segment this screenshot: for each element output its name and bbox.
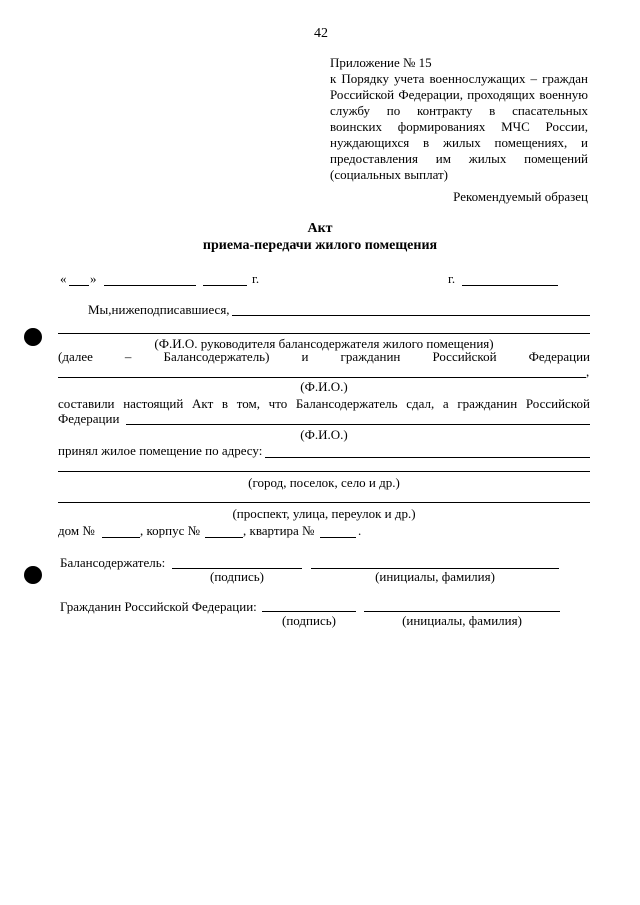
appendix-title: Приложение № 15	[330, 55, 432, 70]
further-word-5: гражданин	[340, 349, 401, 364]
compiled-word-1: составили	[58, 396, 115, 411]
further-word-4: и	[301, 349, 309, 364]
further-word-1: (далее	[58, 349, 93, 364]
compiled-line	[58, 397, 590, 410]
citizen-name-field-2[interactable]	[126, 424, 590, 425]
label-balance-holder-fio: (Ф.И.О. руководителя балансодержателя жилого помещения)	[154, 336, 494, 351]
compiled-word-5: том,	[236, 396, 260, 411]
label-fio-1: (Ф.И.О.)	[300, 379, 348, 394]
compiled-word-7: Балансодержатель	[295, 396, 398, 411]
year-field[interactable]	[203, 285, 247, 286]
street-field[interactable]	[58, 502, 590, 503]
citizen-name-sign-field[interactable]	[364, 611, 560, 612]
compiled-word-2: настоящий	[123, 396, 184, 411]
appendix-line-2: Российской Федерации, проходящих военную	[330, 87, 588, 102]
compiled-word-9: а	[442, 396, 449, 411]
date-open-quote: «	[60, 271, 67, 286]
recommended-sample: Рекомендуемый образец	[453, 189, 588, 204]
balance-holder-signature-label: (подпись)	[210, 569, 264, 584]
appendix-line-7: (социальных выплат)	[330, 167, 449, 182]
appendix-line-4: воинских формированиях МЧС России,	[330, 119, 588, 134]
binder-hole-bottom	[24, 566, 42, 584]
page-number: 42	[314, 26, 328, 41]
comma: ,	[586, 364, 590, 379]
citizen-signature-label: (подпись)	[282, 613, 336, 628]
building-label: , корпус №	[140, 523, 201, 538]
further-line	[58, 350, 590, 363]
further-word-3: Балансодержатель)	[163, 349, 270, 364]
label-fio-2: (Ф.И.О.)	[300, 427, 348, 442]
period: .	[358, 523, 362, 538]
compiled-word-3: Акт	[192, 396, 214, 411]
balance-holder-name-label: (инициалы, фамилия)	[375, 569, 495, 584]
compiled-word-11: Российской	[525, 396, 590, 411]
address-field-2[interactable]	[58, 471, 590, 472]
house-field[interactable]	[102, 537, 140, 538]
city-field[interactable]	[462, 285, 558, 286]
appendix-line-1: к Порядку учета военнослужащих – граждан	[330, 71, 588, 86]
compiled-word-8: сдал,	[406, 396, 435, 411]
balance-holder-name-field[interactable]	[58, 333, 590, 334]
citizen-signature-field[interactable]	[262, 611, 356, 612]
appendix-line-6: предоставления им жилых помещений	[330, 151, 588, 166]
date-close-quote: »	[90, 271, 97, 286]
house-label: дом №	[58, 523, 95, 538]
intro-text: Мы,нижеподписавшиеся,	[88, 302, 230, 317]
building-field[interactable]	[205, 537, 243, 538]
citizen-label: Гражданин Российской Федерации:	[60, 599, 257, 614]
binder-hole-top	[24, 328, 42, 346]
day-field[interactable]	[69, 285, 89, 286]
act-subtitle: приема-передачи жилого помещения	[202, 238, 438, 253]
federation-text: Федерации	[58, 411, 120, 426]
further-word-6: Российской	[432, 349, 497, 364]
intro-field[interactable]	[232, 315, 590, 316]
apartment-field[interactable]	[320, 537, 356, 538]
label-street: (проспект, улица, переулок и др.)	[232, 506, 416, 521]
city-prefix: г.	[448, 271, 456, 286]
year-suffix: г.	[252, 271, 260, 286]
compiled-word-6: что	[268, 396, 288, 411]
compiled-word-4: в	[221, 396, 229, 411]
further-word-7: Федерации	[528, 349, 590, 364]
citizen-name-field[interactable]	[58, 377, 586, 378]
accepted-text: принял жилое помещение по адресу:	[58, 443, 263, 458]
appendix-line-5: нуждающихся в жилых помещениях, и	[330, 135, 588, 150]
further-word-2: –	[124, 349, 132, 364]
apartment-label: , квартира №	[243, 523, 315, 538]
address-field-1[interactable]	[265, 457, 590, 458]
month-field[interactable]	[104, 285, 196, 286]
balance-holder-label: Балансодержатель:	[60, 555, 166, 570]
appendix-line-3: службу по контракту в спасательных	[330, 103, 588, 118]
compiled-word-10: гражданин	[457, 396, 518, 411]
act-title: Акт	[307, 221, 333, 236]
label-city: (город, поселок, село и др.)	[248, 475, 400, 490]
citizen-name-label: (инициалы, фамилия)	[402, 613, 522, 628]
